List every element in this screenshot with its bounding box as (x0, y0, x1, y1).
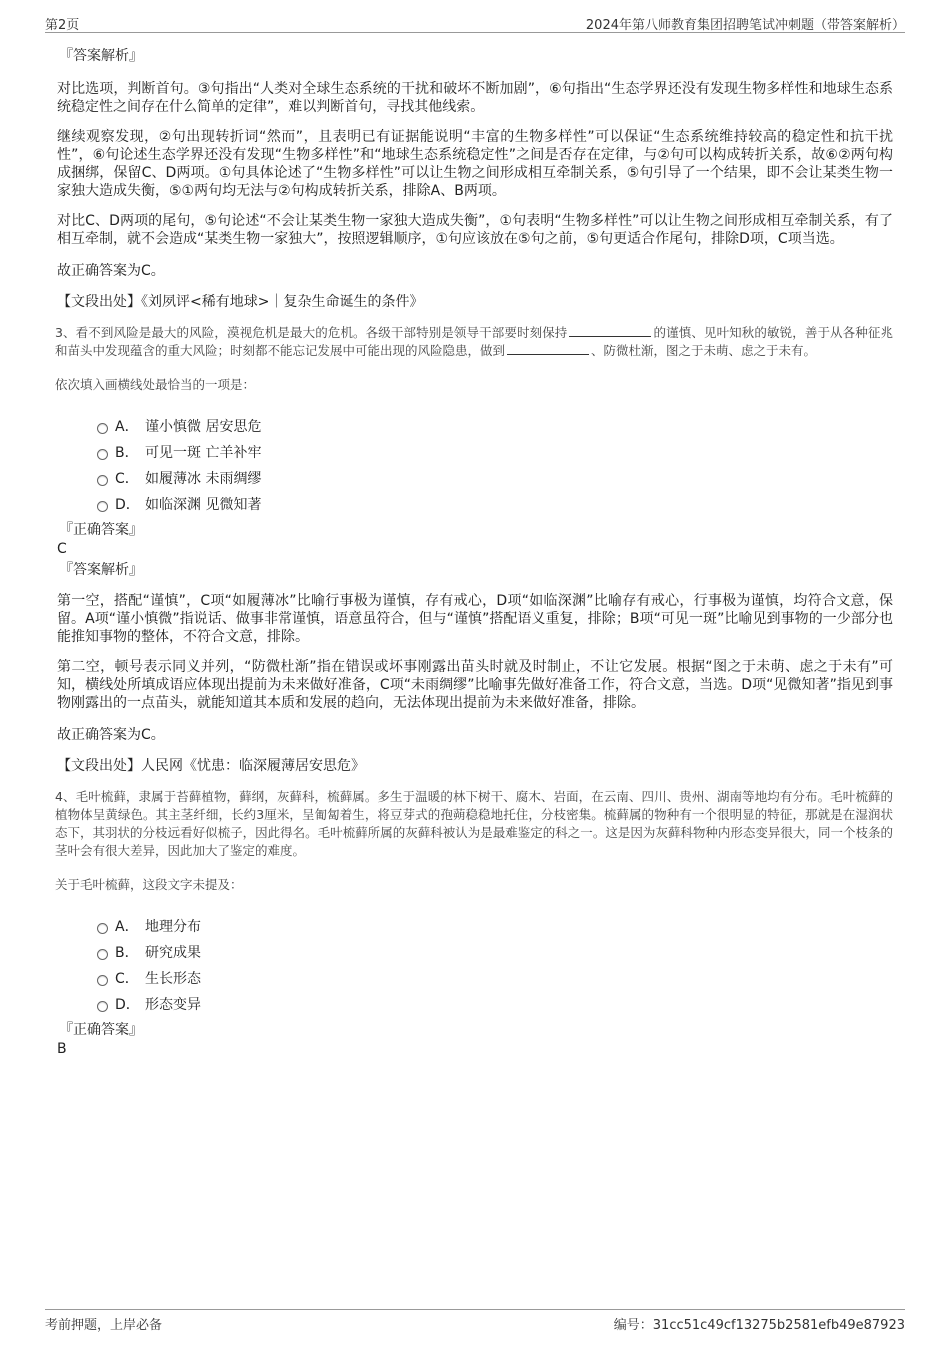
q3-answer-label: 『正确答案』 (59, 522, 143, 538)
q2-source: 【文段出处】《刘夙评<稀有地球>｜复杂生命诞生的条件》 (57, 294, 424, 310)
q4-option-a[interactable]: A． 地理分布 (57, 914, 893, 940)
q2-analysis-paragraph-3: 对比C、D两项的尾句，⑤句论述“不会让某类生物一家独大造成失衡”，①句表明“生物多样性”可以让生物之间形成相互牵制关系，有了相互牵制，就不会造成“某类生物一家独大”，按照逻辑顺序，①句应该放在⑤句之前，⑤句更适合作尾句，排除D项，C项当选。 (57, 213, 893, 247)
document-title: 2024年第八师教育集团招聘笔试冲刺题（带答案解析） (585, 18, 905, 33)
q3-analysis-label: 『答案解析』 (59, 562, 143, 578)
q3-blank-1 (569, 324, 651, 337)
document-code: 编号：31cc51c49cf13275b2581efb49e87923 (613, 1318, 905, 1333)
radio-icon[interactable] (97, 423, 108, 434)
q4-answer-label: 『正确答案』 (59, 1022, 143, 1038)
q3-conclusion: 故正确答案为C。 (57, 727, 165, 743)
q4-option-c[interactable]: C． 生长形态 (57, 966, 893, 992)
q4-question-text: 4、毛叶梳藓，隶属于苔藓植物，藓纲，灰藓科，梳藓属。多生于温暖的林下树干、腐木、岩面，在云南、四川、贵州、湖南等地均有分布。毛叶梳藓的植物体呈黄绿色。其主茎纤细，长约3厘米，呈匍匐着生，将豆芽式的孢蒴稳稳地托住，分枝密集。梳藓属的物种有一个很明显的特征，那就是在湿润状态下，其羽状的分枝远看好似梳子，因此得名。毛叶梳藓所属的灰藓科被认为是最难鉴定的科之一。这是因为灰藓科物种内形态变异很大，同一个枝条的茎叶会有很大差异，因此加大了鉴定的难度。 (55, 789, 893, 858)
q3-question-text: 3、看不到风险是最大的风险，漠视危机是最大的危机。各级干部特别是领导干部要时刻保持 的谨慎、见叶知秋的敏锐，善于从各种征兆和苗头中发现蕴含的重大风险；时刻都不能忘记发展中可能出现的风险隐患，做到 、防微杜渐，图之于未萌、虑之于未有。 (55, 325, 893, 358)
q3-option-c[interactable]: C． 如履薄冰 未雨绸缪 (57, 466, 893, 492)
q4-answer: B (57, 1041, 67, 1057)
q3-source: 【文段出处】人民网《忧患：临深履薄居安思危》 (57, 758, 365, 774)
page-content (57, 46, 893, 1058)
q4-option-d[interactable]: D． 形态变异 (57, 992, 893, 1018)
radio-icon[interactable] (97, 923, 108, 934)
q2-analysis-label: 『答案解析』 (59, 48, 143, 64)
q4-prompt: 关于毛叶梳藓，这段文字未提及： (55, 877, 243, 892)
page-number: 第2页 (45, 18, 80, 33)
q4-option-b[interactable]: B． 研究成果 (57, 940, 893, 966)
footer-note: 考前押题，上岸必备 (45, 1318, 163, 1333)
q2-conclusion: 故正确答案为C。 (57, 263, 165, 279)
q3-option-d[interactable]: D． 如临深渊 见微知著 (57, 492, 893, 518)
radio-icon[interactable] (97, 975, 108, 986)
q3-answer: C (57, 541, 67, 557)
q3-analysis-paragraph-2: 第二空，顿号表示同义并列，“防微杜渐”指在错误或坏事刚露出苗头时就及时制止，不让它发展。根据“图之于未萌、虑之于未有”可知，横线处所填成语应体现出提前为未来做好准备，C项“未雨绸缪”比喻事先做好准备工作，符合文意，当选。D项“见微知著”指见到事物刚露出的一点苗头，就能知道其本质和发展的趋向，无法体现出提前为未来做好准备，排除。 (57, 659, 893, 711)
q3-analysis-paragraph-1: 第一空，搭配“谨慎”，C项“如履薄冰”比喻行事极为谨慎，存有戒心，D项“如临深渊”比喻存有戒心，行事极为谨慎，均符合文意，保留。A项“谨小慎微”指说话、做事非常谨慎，语意虽符合，但与“谨慎”搭配语义重复，排除；B项“可见一斑”比喻见到事物的一少部分也能推知事物的整体，不符合文意，排除。 (57, 593, 893, 645)
q4-options (57, 914, 893, 1018)
q3-option-b[interactable]: B． 可见一斑 亡羊补牢 (57, 440, 893, 466)
q2-analysis-paragraph-1: 对比选项，判断首句。③句指出“人类对全球生态系统的干扰和破坏不断加剧”，⑥句指出“生态学界还没有发现生物多样性和地球生态系统稳定性之间存在什么简单的定律”，难以判断首句，寻找其他线索。 (57, 81, 893, 115)
page-header (45, 12, 905, 33)
q2-analysis-paragraph-2: 继续观察发现，②句出现转折词“然而”，且表明已有证据能说明“丰富的生物多样性”可以保证“生态系统维持较高的稳定性和抗干扰性”，⑥句论述生态学界还没有发现“生物多样性”和“地球生态系统稳定性”之间是否存在定律，与②句可以构成转折关系，故⑥②两句构成捆绑，保留C、D两项。①句具体论述了“生物多样性”可以让生物之间形成相互牵制关系，⑤句引导了一个结果，即不会让某类生物一家独大造成失衡，⑤①两句均无法与②句构成转折关系，排除A、B两项。 (57, 129, 893, 199)
q3-blank-2 (507, 342, 589, 355)
radio-icon[interactable] (97, 1001, 108, 1012)
radio-icon[interactable] (97, 501, 108, 512)
radio-icon[interactable] (97, 449, 108, 460)
q3-prompt: 依次填入画横线处最恰当的一项是： (55, 377, 256, 392)
radio-icon[interactable] (97, 475, 108, 486)
q3-options (57, 414, 893, 518)
radio-icon[interactable] (97, 949, 108, 960)
q3-option-a[interactable]: A． 谨小慎微 居安思危 (57, 414, 893, 440)
page-footer (45, 1309, 905, 1334)
